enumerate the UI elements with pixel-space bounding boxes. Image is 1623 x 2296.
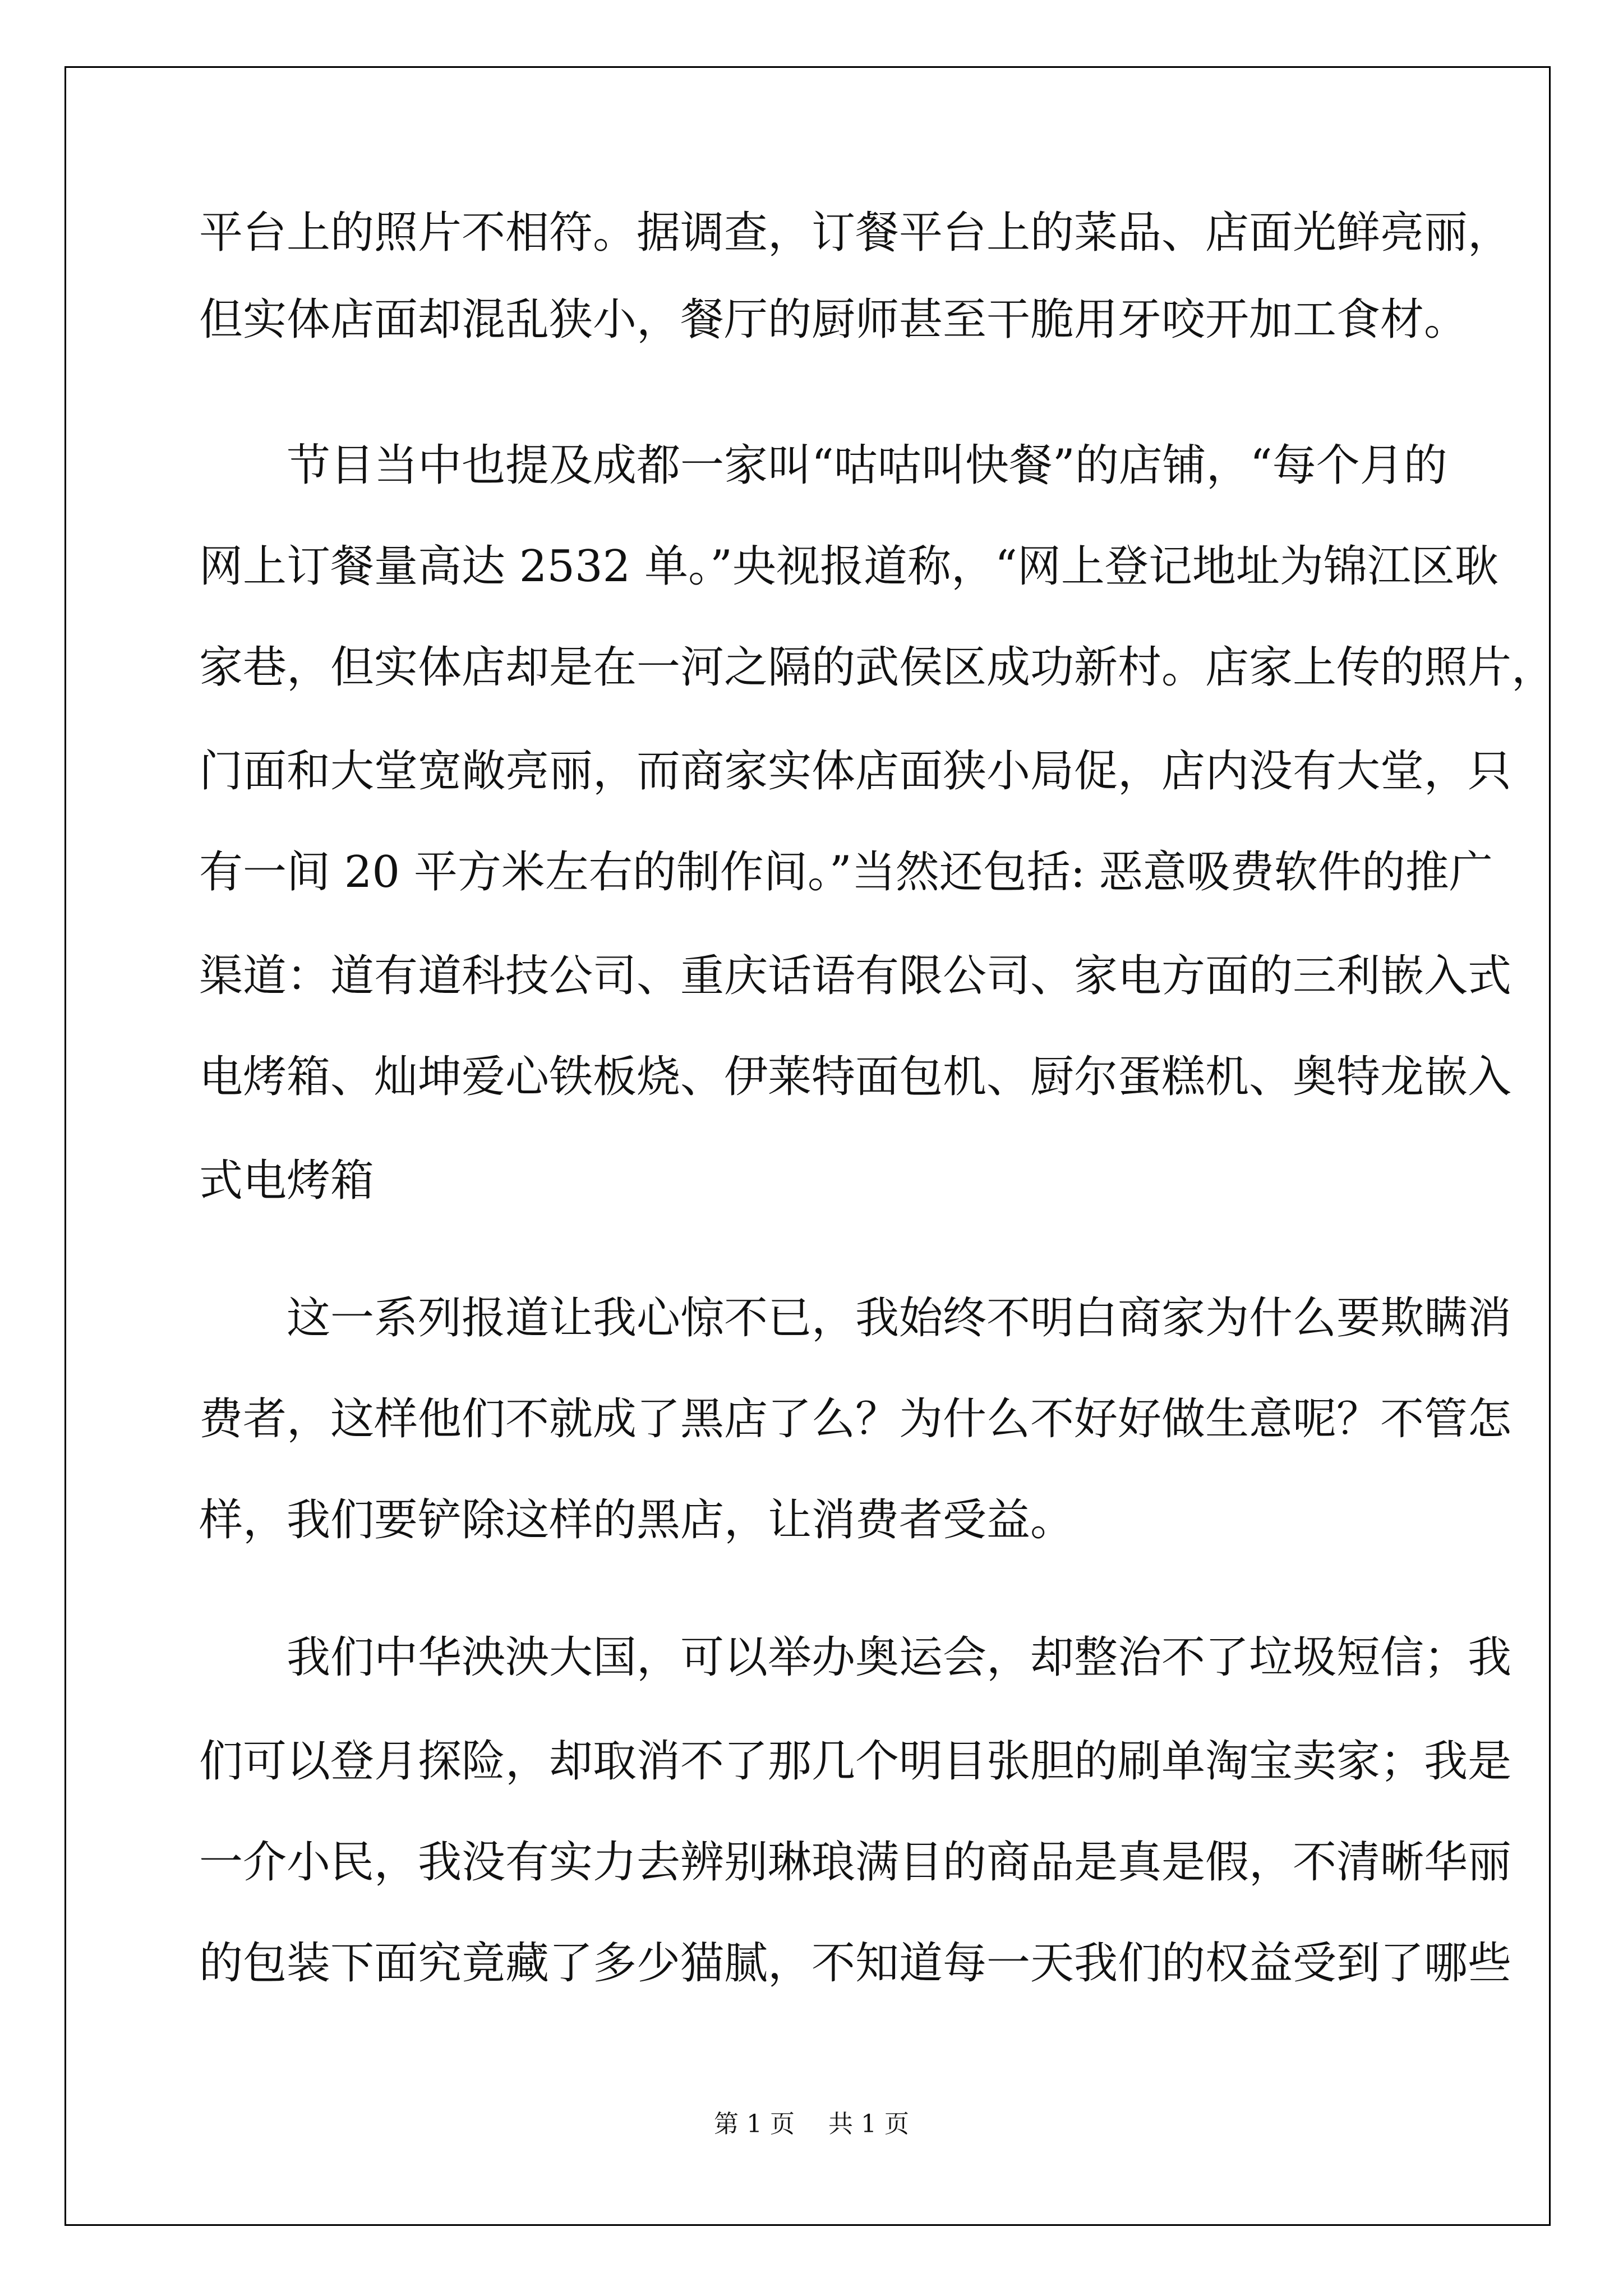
- page-border: [64, 66, 1551, 2226]
- page-footer: [0, 2104, 1623, 2139]
- text-line: 样，我们要铲除这样的黑店，让消费者受益。: [199, 1495, 1075, 1545]
- text-line: 节目当中也提及成都一家叫“咕咕叫快餐”的店铺，“每个月的: [199, 440, 1447, 491]
- text-line: 网上订餐量高达 2532 单。”央视报道称，“网上登记地址为锦江区耿: [199, 541, 1498, 592]
- text-line: 一介小民，我没有实力去辨别琳琅满目的商品是真是假，不清晰华丽: [199, 1837, 1512, 1888]
- page-total: 共 1 页: [828, 2110, 909, 2138]
- text-line: 费者，这样他们不就成了黑店了么？为什么不好好做生意呢？不管怎: [199, 1394, 1512, 1444]
- text-line: 式电烤箱: [199, 1156, 375, 1206]
- text-line: 有一间 20 平方米左右的制作间。”当然还包括: 恶意吸费软件的推广: [199, 847, 1493, 898]
- page-number: 第 1 页: [714, 2110, 795, 2138]
- text-line: 家巷，但实体店却是在一河之隔的武侯区成功新村。店家上传的照片，: [199, 642, 1556, 693]
- text-line: 的包装下面究竟藏了多少猫腻，不知道每一天我们的权益受到了哪些: [199, 1938, 1512, 1989]
- text-line: 平台上的照片不相符。据调查，订餐平台上的菜品、店面光鲜亮丽，: [199, 208, 1512, 258]
- text-line: 们可以登月探险，却取消不了那几个明目张胆的刷单淘宝卖家；我是: [199, 1736, 1512, 1787]
- text-line: 电烤箱、灿坤爱心铁板烧、伊莱特面包机、厨尔蛋糕机、奥特龙嵌入: [199, 1052, 1512, 1102]
- text-line: 但实体店面却混乱狭小，餐厅的厨师甚至干脆用牙咬开加工食材。: [199, 295, 1468, 345]
- text-line: 这一系列报道让我心惊不已，我始终不明白商家为什么要欺瞒消: [199, 1293, 1512, 1343]
- text-line: 门面和大堂宽敞亮丽，而商家实体店面狭小局促，店内没有大堂，只: [199, 746, 1512, 797]
- text-line: 渠道：道有道科技公司、重庆话语有限公司、家电方面的三利嵌入式: [199, 951, 1512, 1001]
- text-line: 我们中华泱泱大国，可以举办奥运会，却整治不了垃圾短信；我: [199, 1632, 1512, 1683]
